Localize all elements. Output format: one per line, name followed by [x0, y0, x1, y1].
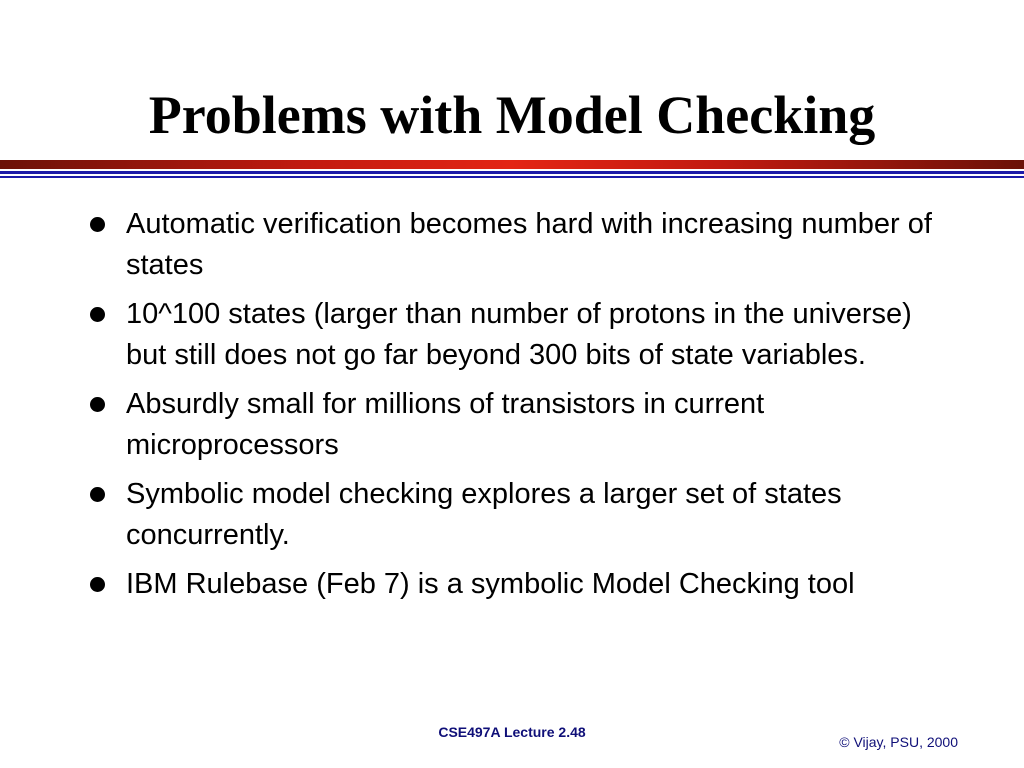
footer-lecture-number: CSE497A Lecture 2.48: [438, 724, 586, 740]
bullet-dot-icon: [90, 217, 105, 232]
bullet-dot-icon: [90, 307, 105, 322]
bullet-text: Absurdly small for millions of transistors in current microprocessors: [126, 388, 765, 461]
slide-title: Problems with Model Checking: [148, 85, 876, 145]
bullet-text: Symbolic model checking explores a larger set of states concurrently.: [126, 478, 842, 551]
title-divider-blue-bottom: [0, 176, 1024, 178]
title-divider-blue-top: [0, 171, 1024, 174]
bullet-item: [88, 384, 948, 466]
bullet-dot-icon: [90, 577, 105, 592]
footer-copyright: © Vijay, PSU, 2000: [839, 734, 958, 750]
bullet-item: [88, 204, 948, 286]
bullet-text: IBM Rulebase (Feb 7) is a symbolic Model Checking tool: [126, 568, 855, 600]
title-divider-red: [0, 160, 1024, 169]
bullet-text: 10^100 states (larger than number of protons in the universe) but still does not go far beyond 300 bits of state variables.: [126, 298, 912, 371]
bullet-list: [88, 204, 948, 613]
bullet-item: [88, 474, 948, 556]
bullet-dot-icon: [90, 397, 105, 412]
bullet-text: Automatic verification becomes hard with increasing number of states: [126, 208, 932, 281]
bullet-dot-icon: [90, 487, 105, 502]
bullet-item: [88, 294, 948, 376]
bullet-item: [88, 564, 948, 605]
